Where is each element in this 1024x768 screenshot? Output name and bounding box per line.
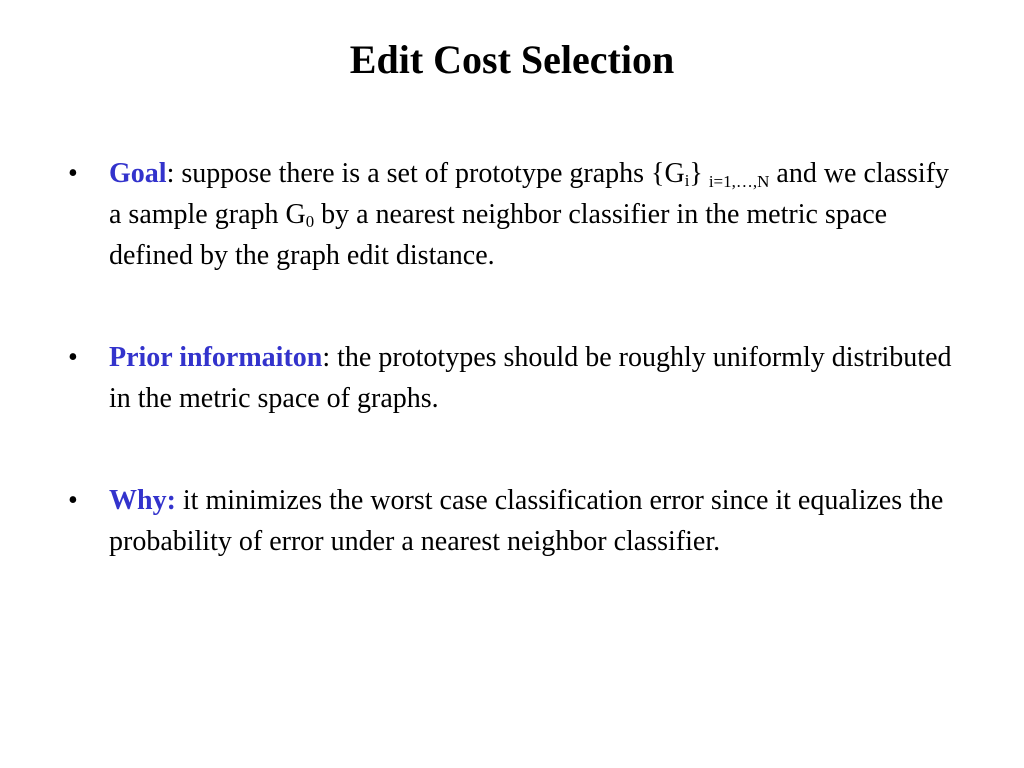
separator bbox=[176, 485, 183, 516]
keyword-goal: Goal bbox=[109, 158, 167, 189]
prior-information-text: the prototypes should be roughly uniformly distributed in the metric space of graphs. bbox=[109, 342, 952, 414]
goal-text-part-2: } bbox=[689, 158, 703, 189]
keyword-why: Why: bbox=[109, 485, 176, 516]
separator: : bbox=[322, 342, 338, 373]
why-text: it minimizes the worst case classification error since it equalizes the probability of error under a nearest neighbor classifier. bbox=[109, 485, 944, 557]
bullet-prior-information bbox=[68, 337, 958, 419]
bullet-goal bbox=[68, 153, 958, 276]
slide-title: Edit Cost Selection bbox=[349, 37, 675, 82]
separator: : bbox=[166, 158, 182, 189]
bullet-marker: • bbox=[68, 158, 78, 189]
subscript-0: 0 bbox=[305, 212, 315, 232]
keyword-prior-information: Prior informaiton bbox=[109, 342, 323, 373]
subscript-i: i bbox=[684, 171, 690, 191]
bullet-list bbox=[68, 153, 958, 562]
goal-text-part-4: by a nearest neighbor classifier in the metric space defined by the graph edit distance. bbox=[109, 199, 888, 271]
bullet-marker: • bbox=[68, 485, 78, 516]
index-range: i=1,…,N bbox=[708, 172, 770, 192]
bullet-marker: • bbox=[68, 342, 78, 373]
goal-text-part-1: suppose there is a set of prototype graphs {G bbox=[181, 158, 685, 189]
bullet-why bbox=[68, 480, 958, 562]
goal-text-part-3: and we classify a sample graph G bbox=[109, 158, 950, 230]
